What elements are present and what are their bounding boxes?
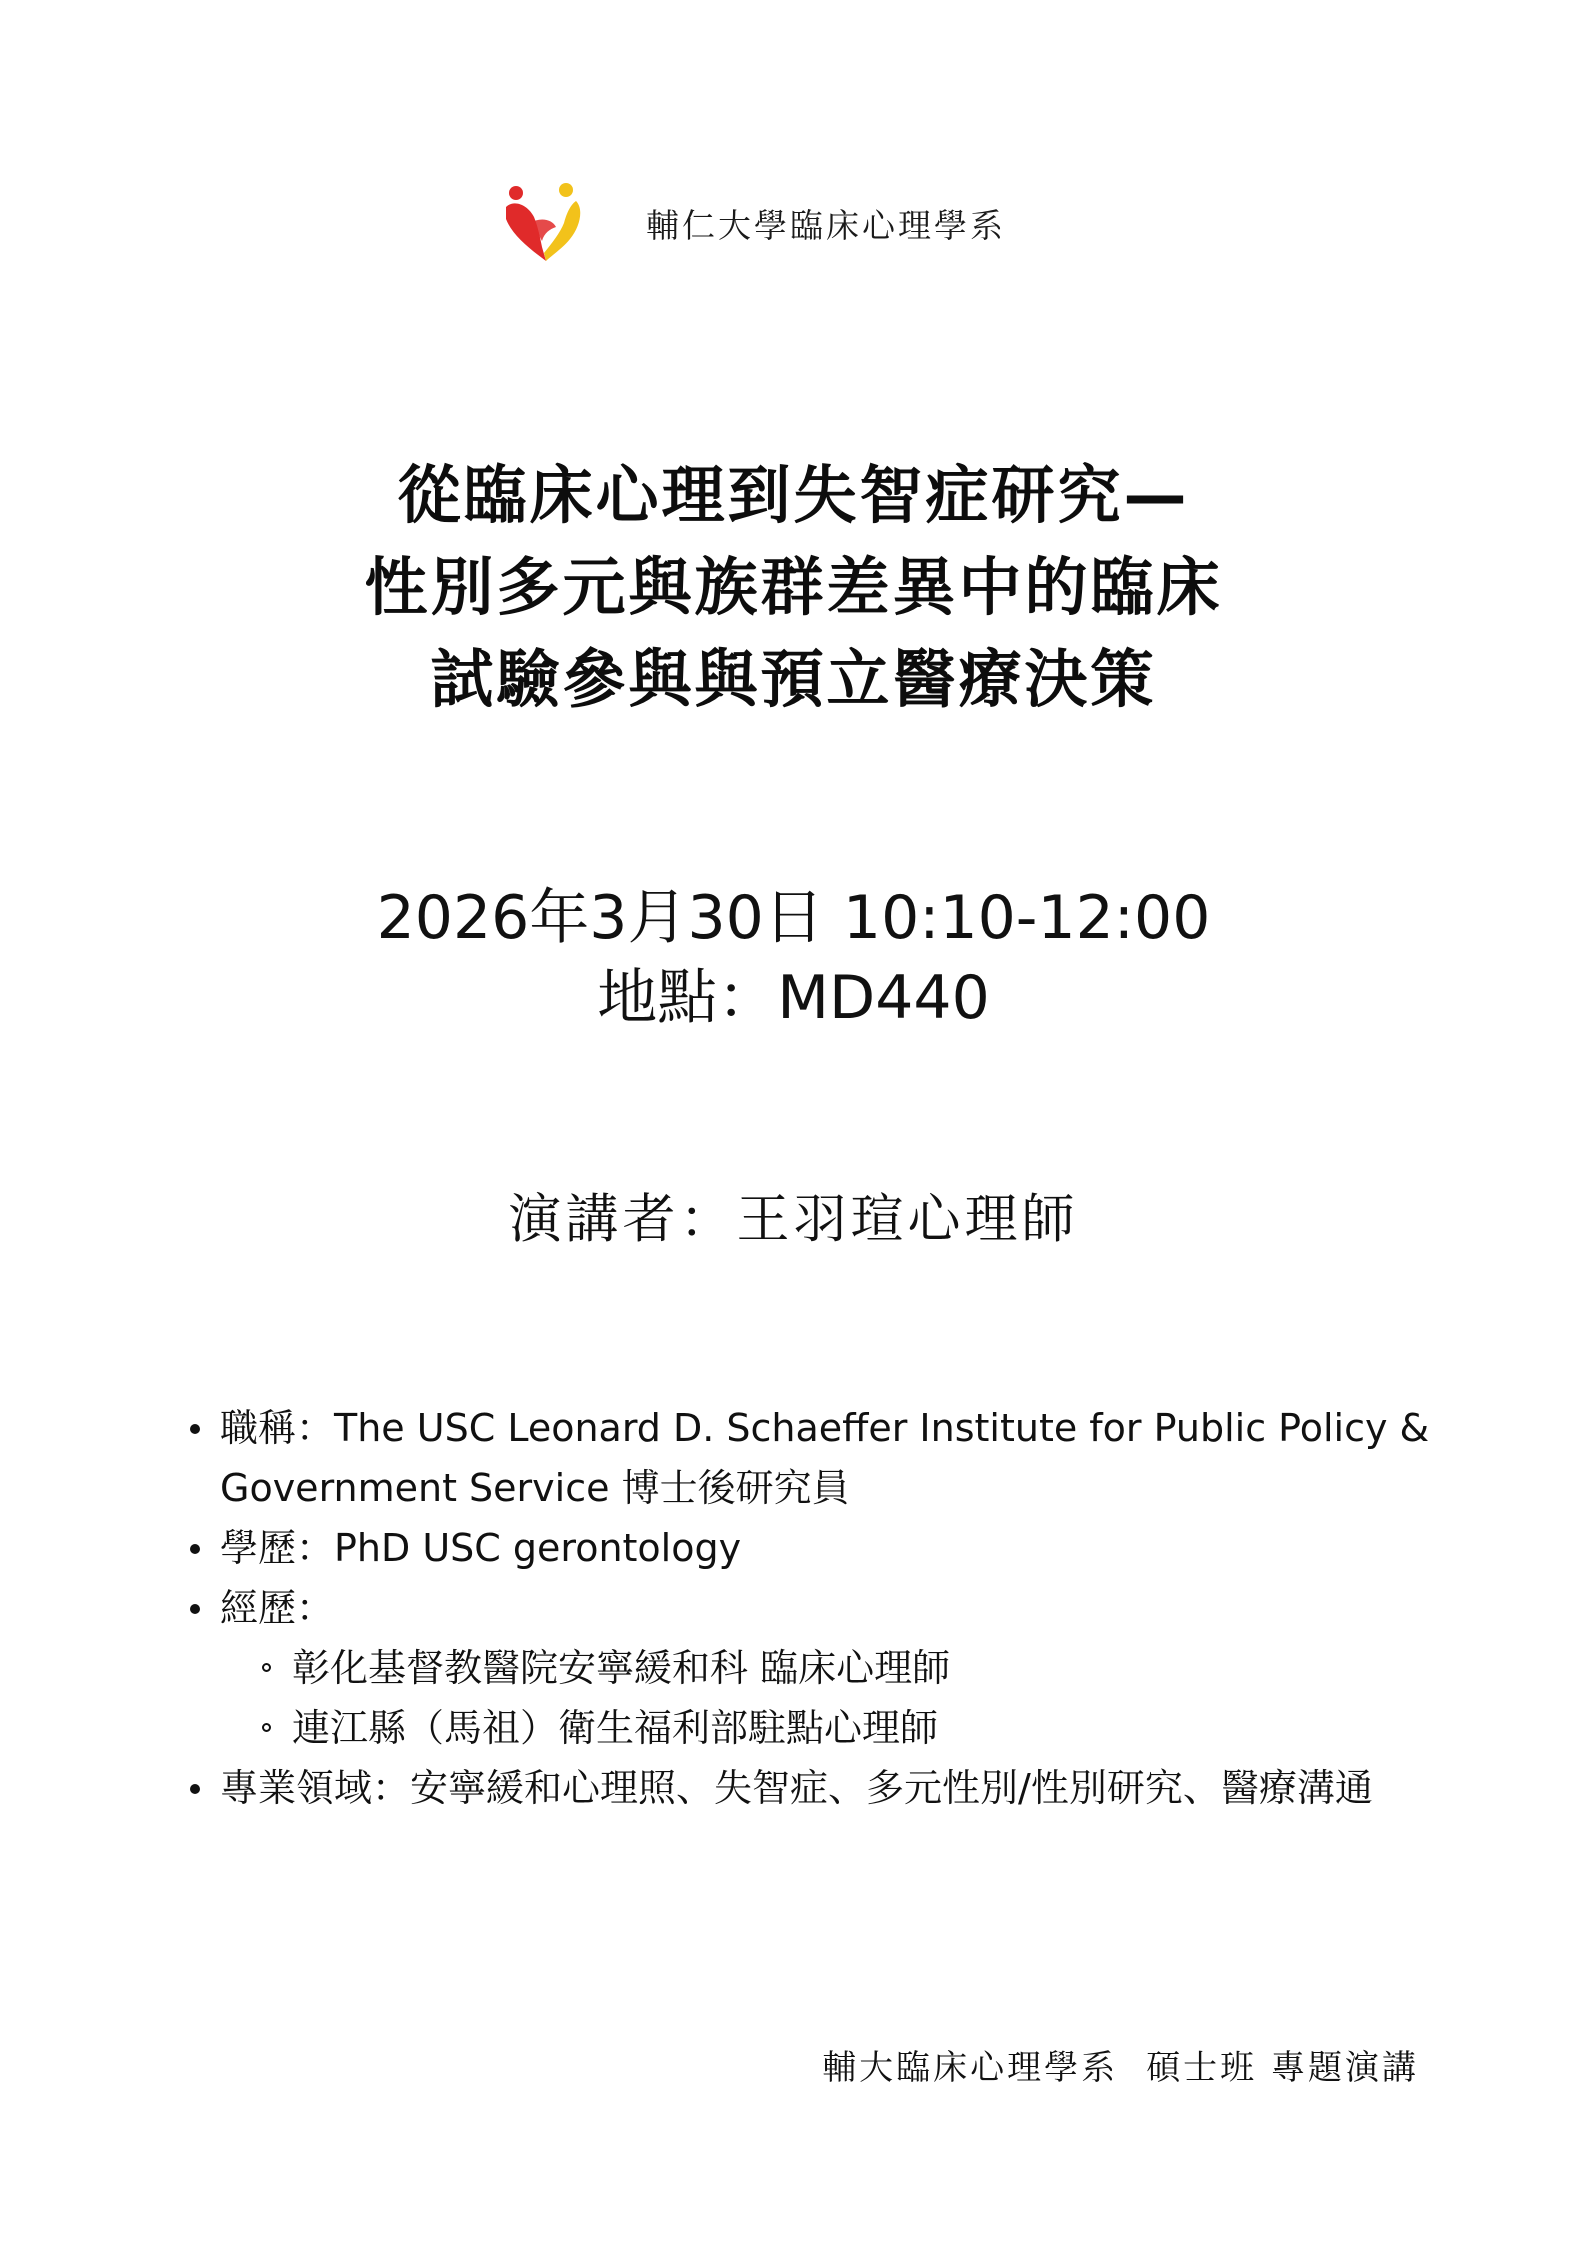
position-label: 職稱： [220,1406,335,1450]
bio-experience [190,1578,1480,1638]
speaker-bio [190,1398,1480,1818]
title-line-3: 試驗參與與預立醫療決策 [430,643,1157,716]
department-name: 輔仁大學臨床心理學系 [646,205,1006,245]
footer-program: 碩士班 專題演講 [1146,2048,1419,2088]
footer-dept: 輔大臨床心理學系 [822,2048,1119,2088]
bio-education [190,1518,1480,1578]
education-label: 學歷： [220,1526,335,1570]
experience-item: 連江縣（馬祖）衛生福利部駐點心理師 [190,1698,1480,1758]
event-datetime: 2026年3月30日 10:10-12:00 [376,883,1211,953]
lecture-title [0,450,1587,726]
bio-position [190,1398,1480,1518]
heart-figures-logo-icon [500,183,586,263]
speaker-line: 演講者：王羽瑄心理師 [508,1189,1079,1250]
position-value: The USC Leonard D. Schaeffer Institute for Public Policy & Government Service 博士後研究員 [220,1406,1430,1510]
expertise-value: 安寧緩和心理照、失智症、多元性別/性別研究、醫療溝通 [410,1766,1373,1810]
event-venue: 地點：MD440 [597,963,990,1033]
experience-item: 彰化基督教醫院安寧緩和科 臨床心理師 [190,1638,1480,1698]
footer [822,2040,1419,2089]
expertise-label: 專業領域： [220,1766,411,1810]
education-value: PhD USC gerontology [334,1526,742,1570]
title-line-2: 性別多元與族群差異中的臨床 [364,551,1223,624]
title-line-1: 從臨床心理到失智症研究— [397,459,1190,532]
bio-expertise [190,1758,1480,1818]
experience-label: 經歷： [220,1586,335,1630]
bio-list [190,1398,1480,1818]
header [500,183,1006,263]
